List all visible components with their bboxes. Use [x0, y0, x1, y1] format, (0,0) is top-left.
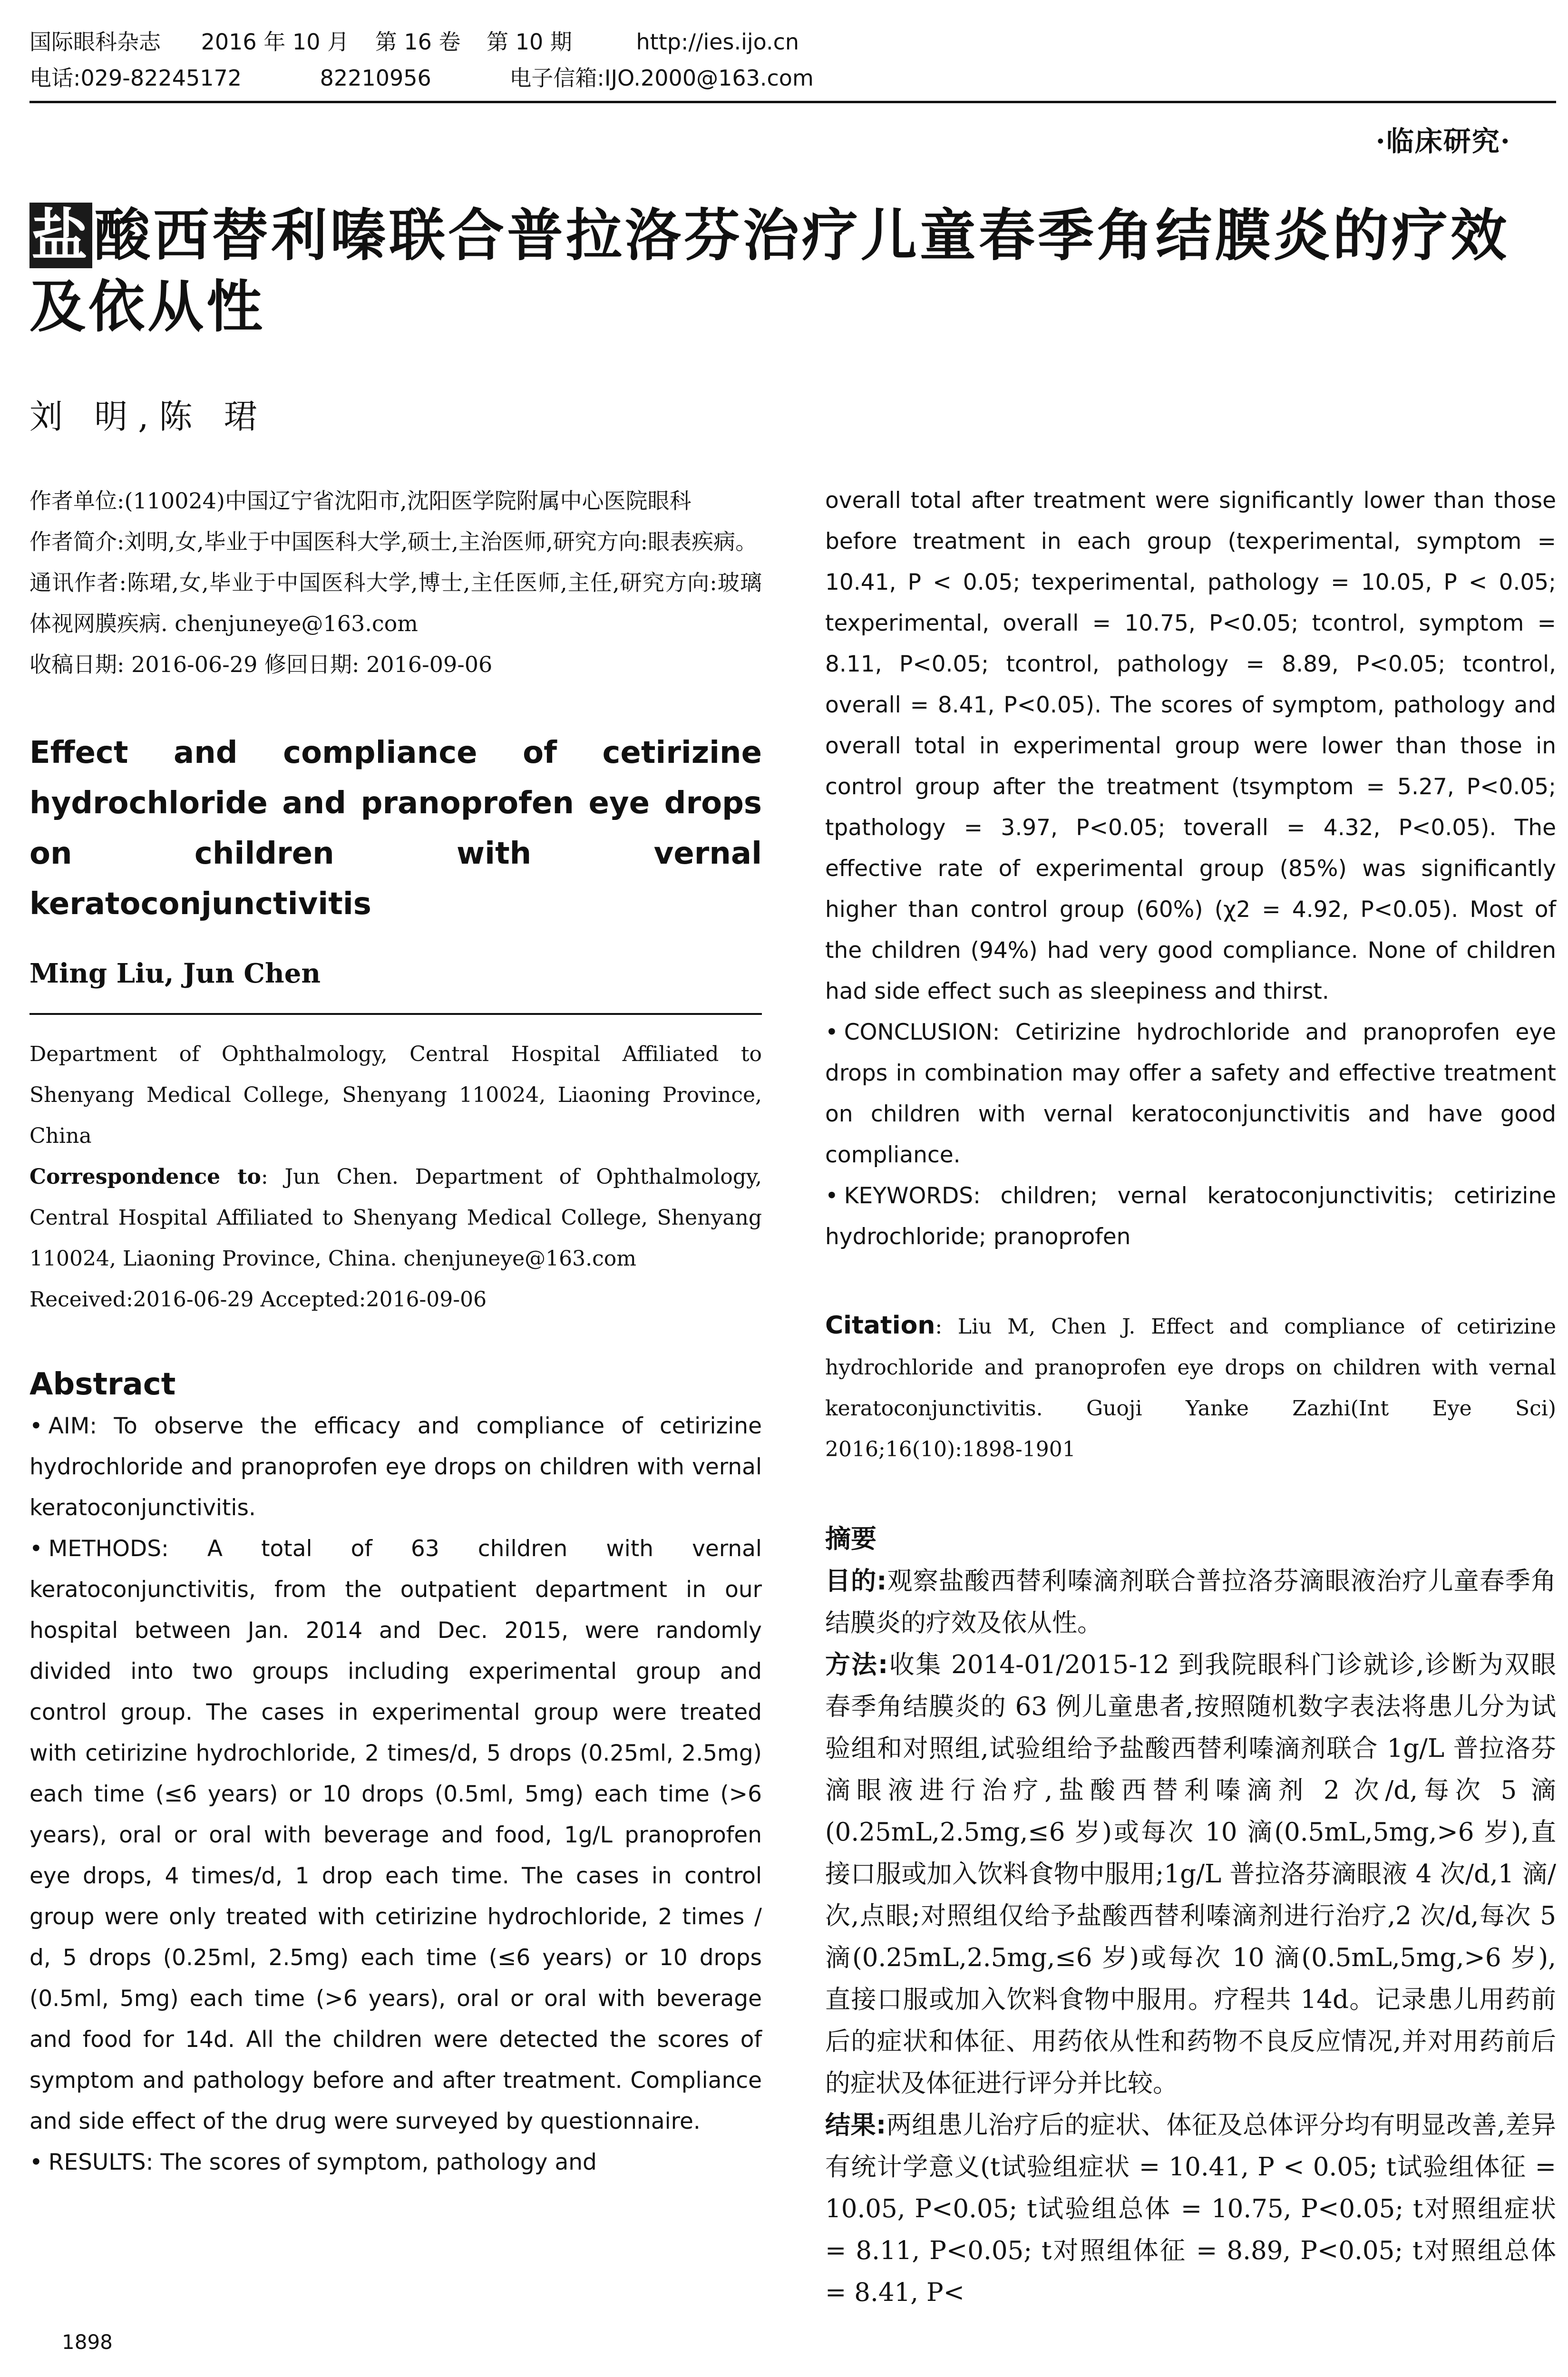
cn-results	[825, 2104, 1556, 2314]
section-tag: ·临床研究·	[1375, 125, 1511, 157]
citation-label: Citation	[825, 1311, 935, 1340]
affiliation: Department of Ophthalmology, Central Hospital Affiliated to Shenyang Medical College, Shenyang 110024, Liaoning Province, China	[29, 1042, 762, 1148]
title-rest: 酸西替利嗪联合普拉洛芬治疗儿童春季角结膜炎的疗效及依从性	[29, 203, 1510, 340]
abstract-heading: Abstract	[29, 1367, 176, 1402]
abstract-conclusion	[825, 1012, 1556, 1176]
issue-date: 2016 年 10 月	[201, 29, 350, 55]
authors-cn: 刘 明,陈 珺	[29, 397, 268, 436]
cn-results-label: 结果:	[825, 2111, 886, 2140]
page-number: 1898	[62, 2330, 113, 2354]
aim-text: AIM: To observe the efficacy and compliance of cetirizine hydrochloride and pranoprofen eye drops on children with vernal keratoconjunctivitis.	[29, 1413, 762, 1521]
email[interactable]: 电子信箱:IJO.2000@163.com	[509, 65, 814, 91]
cn-abstract-heading: 摘要	[825, 1524, 877, 1554]
bullet-icon: •	[825, 1183, 838, 1209]
right-column	[825, 480, 1556, 2314]
cn-aim	[825, 1560, 1556, 1644]
title-initial: 盐	[29, 203, 92, 268]
cn-abstract-body	[825, 1560, 1556, 2314]
correspondence-text: : Jun Chen. Department of Ophthalmology, Central Hospital Affiliated to Shenyang Medical College, Shenyang 110024, Liaoning Province, China. chenjuneye@163.com	[29, 1165, 762, 1271]
cn-methods	[825, 1644, 1556, 2104]
journal-header	[29, 24, 1556, 96]
article-title	[29, 200, 1556, 342]
bullet-icon: •	[29, 1536, 43, 1562]
abstract-keywords	[825, 1176, 1556, 1257]
cn-aim-text: 观察盐酸西替利嗪滴剂联合普拉洛芬滴眼液治疗儿童春季角结膜炎的疗效及依从性。	[825, 1567, 1556, 1637]
correspondence-label: Correspondence to	[29, 1165, 261, 1189]
abstract-methods	[29, 1529, 762, 2142]
volume: 第 16 卷	[375, 29, 461, 55]
abstract-aim	[29, 1406, 762, 1529]
corresponding-author: 通讯作者:陈珺,女,毕业于中国医科大学,博士,主任医师,主任,研究方向:玻璃体视网膜疾病. chenjuneye@163.com	[29, 570, 762, 636]
phone-2: 82210956	[320, 65, 431, 91]
author-unit: 作者单位:(110024)中国辽宁省沈阳市,沈阳医学院附属中心医院眼科	[29, 488, 691, 514]
results-start-text: RESULTS: The scores of symptom, pathology and	[48, 2149, 597, 2175]
header-divider	[29, 101, 1556, 103]
left-column	[29, 480, 762, 2183]
english-authors: Ming Liu, Jun Chen	[29, 958, 321, 989]
cn-methods-text: 收集 2014-01/2015-12 到我院眼科门诊就诊,诊断为双眼春季角结膜炎的 63 例儿童患者,按照随机数字表法将患儿分为试验组和对照组,试验组给予盐酸西替利嗪滴剂联合 1g/L 普拉洛芬滴眼液进行治疗,盐酸西替利嗪滴剂 2 次/d,每次 5 滴(0.25mL,2.5mg,≤6 岁)或每次 10 滴(0.5mL,5mg,>6 岁),直接口服或加入饮料食物中服用;1g/L 普拉洛芬滴眼液 4 次/d,1 滴/次,点眼;对照组仅给予盐酸西替利嗪滴剂进行治疗,2 次/d,每次 5 滴(0.25mL,2.5mg,≤6 岁)或每次 10 滴(0.5mL,5mg,>6 岁),直接口服或加入饮料食物中服用。疗程共 14d。记录患儿用药前后的症状和体征、用药依从性和药物不良反应情况,并对用药前后的症状及体征进行评分并比较。	[825, 1650, 1557, 2098]
author-info	[29, 480, 762, 685]
journal-website[interactable]: http://ies.ijo.cn	[636, 29, 799, 55]
cn-results-text: 两组患儿治疗后的症状、体征及总体评分均有明显改善,差异有统计学意义(t试验组症状 = 10.41, P < 0.05; t试验组体征 = 10.05, P<0.05; t试验组总体 = 10.75, P<0.05; t对照组症状 = 8.11, P<0.05; t对照组体征 = 8.89, P<0.05; t对照组总体 = 8.41, P<	[825, 2111, 1556, 2307]
abstract-continued	[825, 480, 1556, 1257]
cn-aim-label: 目的:	[825, 1567, 887, 1596]
citation	[825, 1305, 1556, 1470]
affiliation-divider	[29, 1013, 762, 1015]
correspondence	[29, 1157, 762, 1279]
keywords-text: KEYWORDS: children; vernal keratoconjunctivitis; cetirizine hydrochloride; pranoprofen	[825, 1183, 1556, 1250]
phone: 电话:029-82245172	[29, 65, 242, 91]
abstract-body	[29, 1406, 762, 2183]
received-dates-cn: 收稿日期: 2016-06-29 修回日期: 2016-09-06	[29, 652, 493, 677]
citation-text: : Liu M, Chen J. Effect and compliance of cetirizine hydrochloride and pranoprofen eye drops on children with vernal keratoconjunctivitis. Guoji Yanke Zazhi(Int Eye Sci) 2016;16(10):1898-1901	[825, 1315, 1556, 1461]
affiliation-block	[29, 1034, 762, 1320]
received-dates-en: Received:2016-06-29 Accepted:2016-09-06	[29, 1287, 487, 1312]
conclusion-text: CONCLUSION: Cetirizine hydrochloride and pranoprofen eye drops in combination may offer a safety and effective treatment on children with vernal keratoconjunctivitis and have good compliance.	[825, 1019, 1556, 1168]
bullet-icon: •	[825, 1019, 838, 1045]
english-title: Effect and compliance of cetirizine hydrochloride and pranoprofen eye drops on children with vernal keratoconjunctivitis	[29, 735, 762, 922]
author-bio: 作者简介:刘明,女,毕业于中国医科大学,硕士,主治医师,研究方向:眼表疾病。	[29, 529, 758, 555]
results-continued: overall total after treatment were significantly lower than those before treatment in each group (texperimental, symptom = 10.41, P < 0.05; texperimental, pathology = 10.05, P < 0.05; texperimental, overall = 10.75, P<0.05; tcontrol, symptom = 8.11, P<0.05; tcontrol, pathology = 8.89, P<0.05; tcontrol, overall = 8.41, P<0.05). The scores of symptom, pathology and overall total in experimental group were lower than those in control group after the treatment (tsymptom = 5.27, P<0.05; tpathology = 3.97, P<0.05; toverall = 4.32, P<0.05). The effective rate of experimental group (85%) was significantly higher than control group (60%) (χ2 = 4.92, P<0.05). Most of the children (94%) had very good compliance. None of children had side effect such as sleepiness and thirst.	[825, 487, 1556, 1004]
journal-name: 国际眼科杂志	[29, 29, 161, 55]
methods-text: METHODS: A total of 63 children with vernal keratoconjunctivitis, from the outpatient department in our hospital between Jan. 2014 and Dec. 2015, were randomly divided into two groups including experimental group and control group. The cases in experimental group were treated with cetirizine hydrochloride, 2 times/d, 5 drops (0.25ml, 2.5mg) each time (≤6 years) or 10 drops (0.5ml, 5mg) each time (>6 years), oral or oral with beverage and food, 1g/L pranoprofen eye drops, 4 times/d, 1 drop each time. The cases in control group were only treated with cetirizine hydrochloride, 2 times / d, 5 drops (0.25ml, 2.5mg) each time (≤6 years) or 10 drops (0.5ml, 5mg) each time (>6 years), oral or oral with beverage and food for 14d. All the children were detected the scores of symptom and pathology before and after treatment. Compliance and side effect of the drug were surveyed by questionnaire.	[29, 1536, 762, 2134]
cn-methods-label: 方法:	[825, 1650, 888, 1679]
bullet-icon: •	[29, 2149, 43, 2175]
issue-number: 第 10 期	[487, 29, 572, 55]
bullet-icon: •	[29, 1413, 43, 1439]
abstract-results-start	[29, 2142, 762, 2183]
